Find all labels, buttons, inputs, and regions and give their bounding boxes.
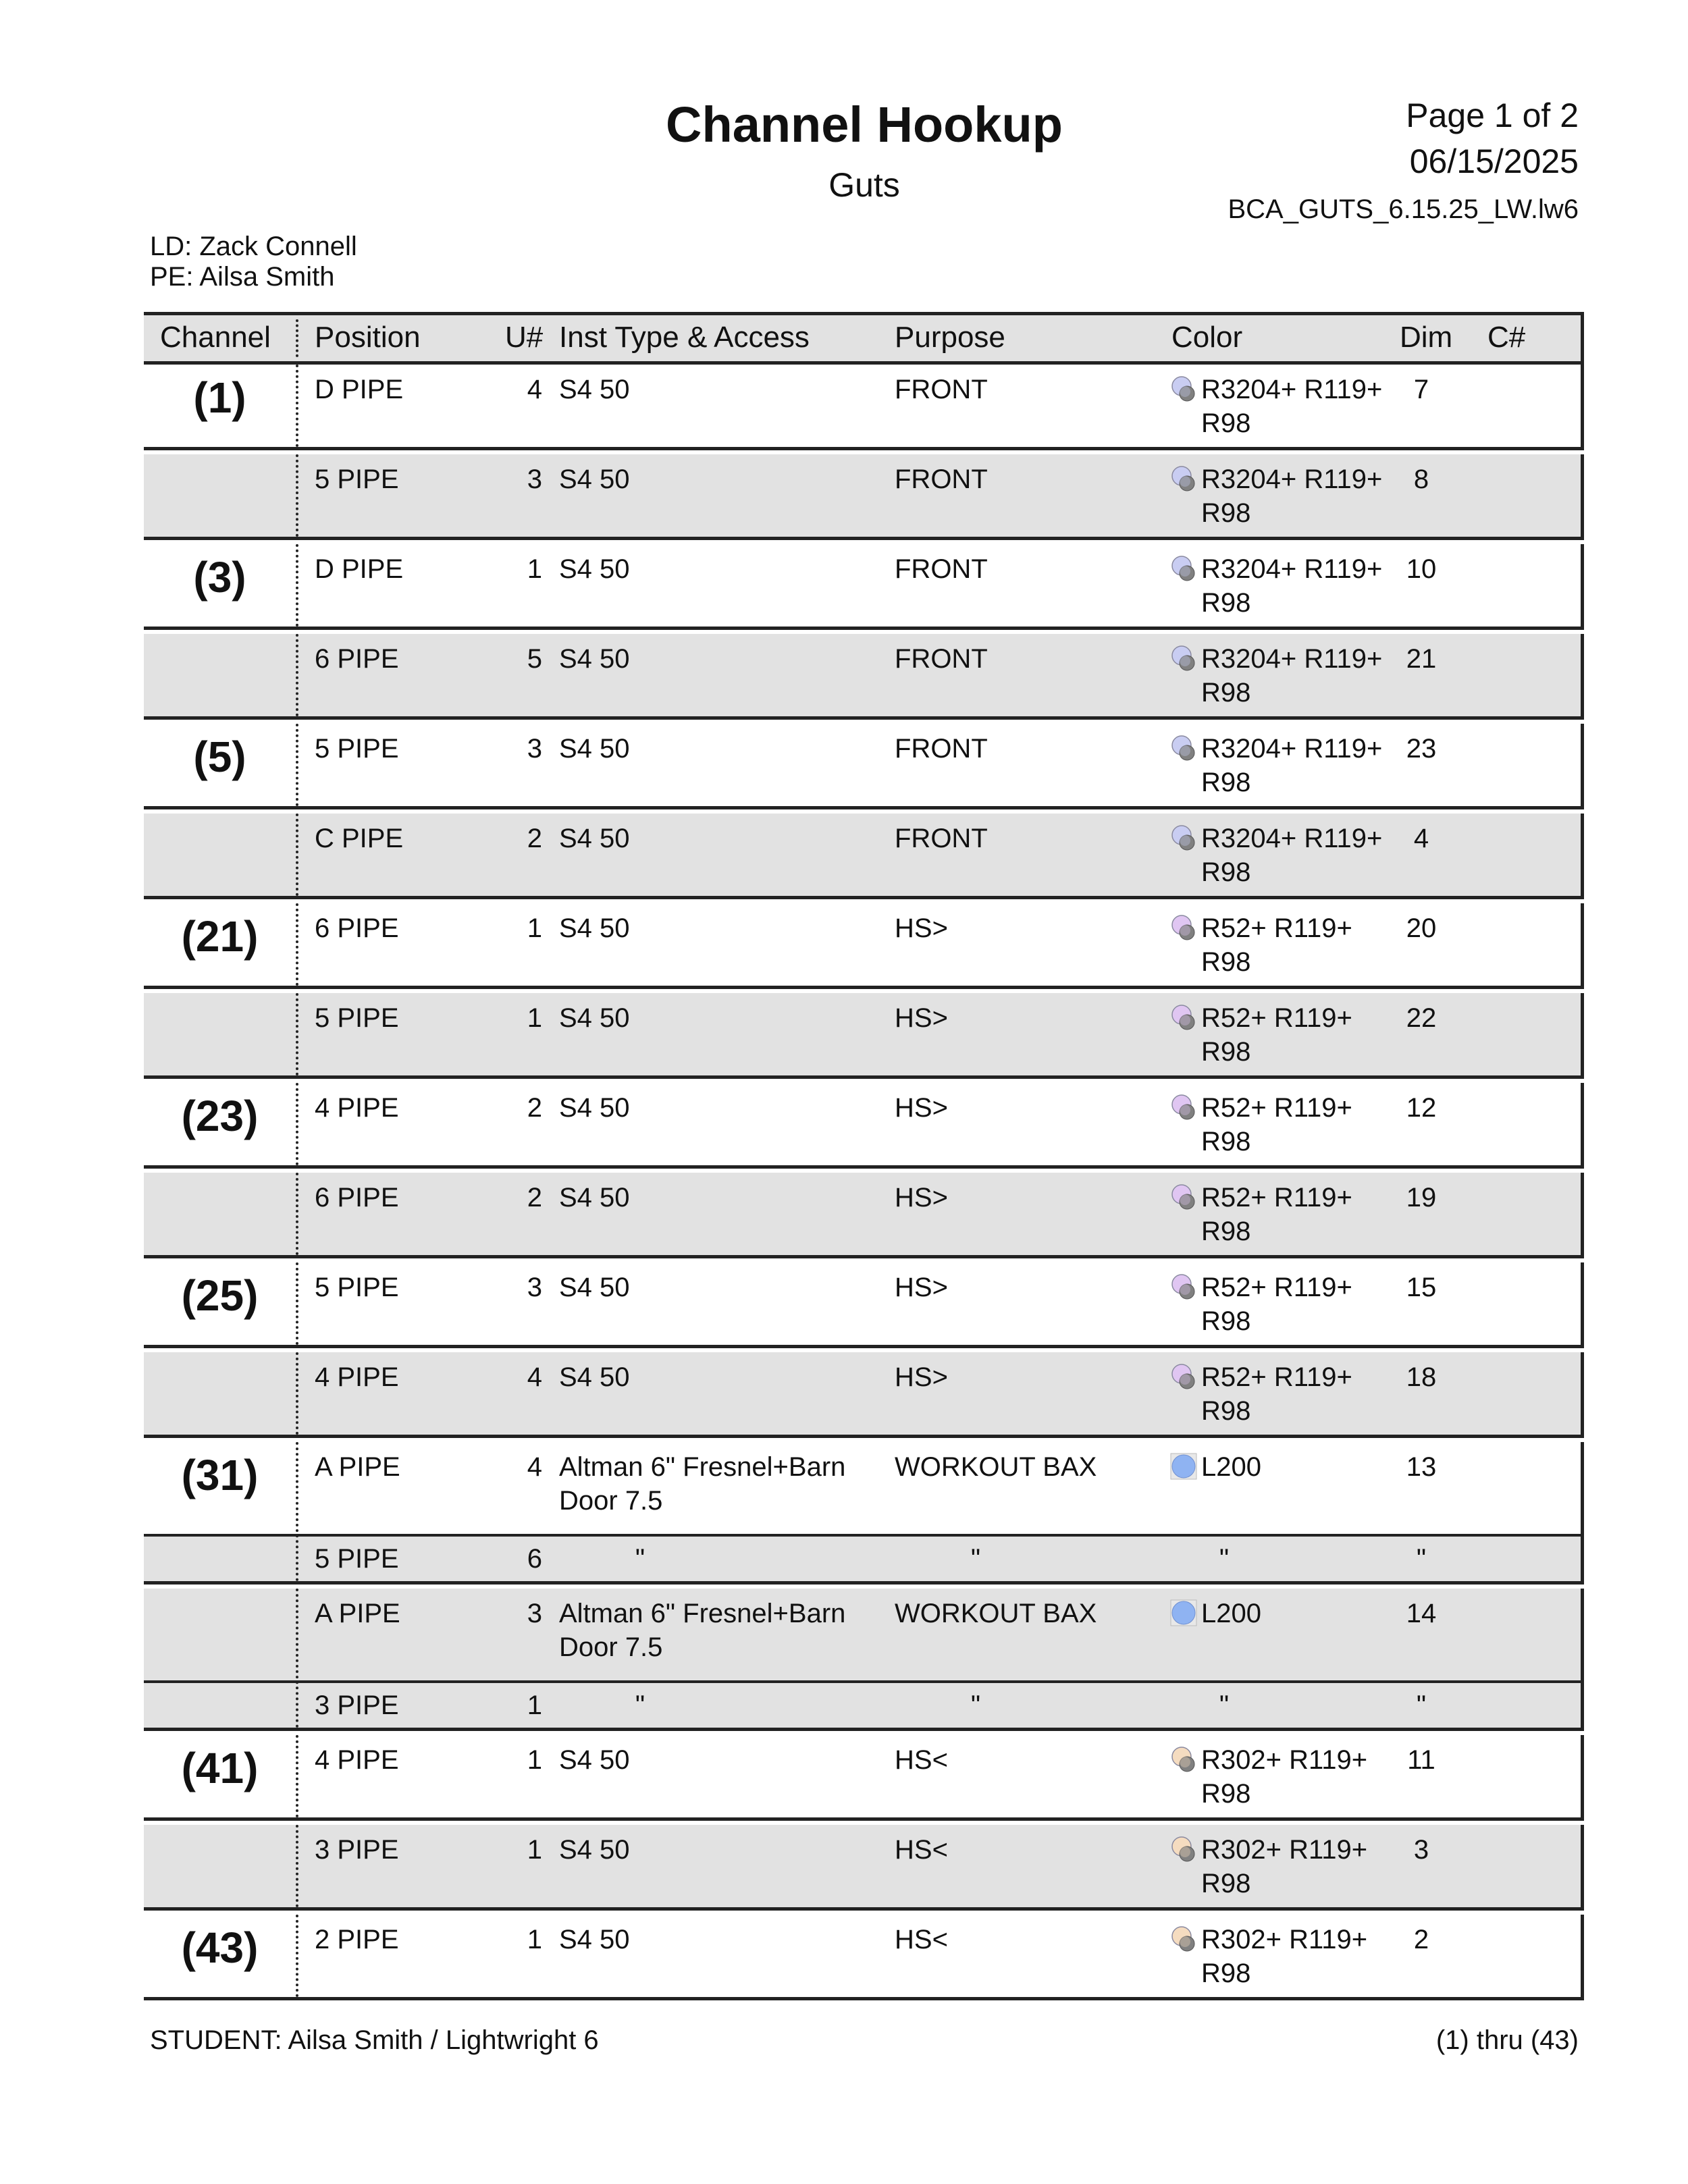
inst-type-cell: S4 50 [559,1273,630,1302]
color-text: R3204+ R119+ R98 [1201,375,1383,438]
channel-group [144,1173,1584,1258]
channel-number: (23) [181,1092,259,1140]
production-electrician: PE: Ailsa Smith [150,262,335,292]
position-cell: 4 PIPE [315,1362,399,1392]
position-cell: 5 PIPE [315,1544,399,1574]
dimmer-cell: 15 [1406,1273,1437,1302]
dimmer-cell: 4 [1413,824,1429,853]
color-text: R52+ R119+ R98 [1201,1183,1352,1246]
position-cell: 4 PIPE [315,1745,399,1775]
color-cell [1170,1091,1404,1158]
color-swatch-icon [1170,914,1197,941]
inst-type-cell: S4 50 [559,375,630,404]
color-cell [1170,1743,1404,1811]
table-row [144,544,1584,627]
table-row [144,903,1584,986]
table-row [144,1173,1584,1255]
col-dim: Dim [1400,321,1453,354]
color-swatch-icon [1170,1925,1197,1952]
color-text: " [1219,1544,1230,1574]
channel-group [144,1735,1584,1821]
unit-cell: 1 [527,1690,542,1720]
color-text: R3204+ R119+ R98 [1201,734,1383,797]
color-text: R3204+ R119+ R98 [1201,554,1383,618]
color-cell [1170,642,1404,710]
color-swatch-icon [1170,645,1197,672]
color-swatch-icon [1170,1453,1197,1480]
table-row [144,1680,1584,1728]
color-swatch-icon [1170,375,1197,402]
purpose-cell: HS< [895,1835,948,1865]
inst-type-cell: S4 50 [559,824,630,853]
dimmer-cell: 23 [1406,734,1437,764]
table-header [144,312,1584,365]
col-circuit: C# [1487,321,1526,354]
purpose-cell: HS> [895,1183,948,1213]
color-cell [1170,1923,1404,1990]
unit-cell: 3 [527,464,542,494]
channel-number: (25) [181,1271,259,1320]
color-cell [1170,822,1404,889]
unit-cell: 6 [527,1544,542,1574]
channel-number: (5) [193,733,246,781]
unit-cell: 3 [527,734,542,764]
inst-type-cell: " [635,1544,645,1574]
color-swatch-icon [1170,1746,1197,1773]
purpose-cell: HS< [895,1925,948,1954]
col-channel: Channel [160,321,271,354]
table-row [144,1262,1584,1345]
color-cell [1170,911,1404,979]
color-cell [1170,1688,1278,1722]
unit-cell: 4 [527,1452,542,1482]
color-swatch-icon [1170,1363,1197,1390]
col-unit: U# [505,321,544,354]
table-row [144,814,1584,896]
position-cell: D PIPE [315,554,404,584]
inst-type-cell: Altman 6" Fresnel+Barn Door 7.5 [559,1452,846,1516]
unit-cell: 2 [527,824,542,853]
table-row [144,1915,1584,1997]
position-cell: 6 PIPE [315,644,399,674]
position-cell: 5 PIPE [315,1003,399,1033]
position-cell: 6 PIPE [315,1183,399,1213]
unit-cell: 4 [527,375,542,404]
unit-cell: 1 [527,1745,542,1775]
purpose-cell: HS> [895,1093,948,1123]
position-cell: 5 PIPE [315,734,399,764]
channel-number: (1) [193,373,246,422]
col-color: Color [1171,321,1243,354]
dimmer-cell: " [1416,1690,1427,1720]
dimmer-cell: 18 [1406,1362,1437,1392]
dimmer-cell: 7 [1413,375,1429,404]
table-row [144,1442,1584,1534]
position-cell: D PIPE [315,375,404,404]
position-cell: 2 PIPE [315,1925,399,1954]
channel-group [144,724,1584,809]
color-cell [1170,552,1404,620]
unit-cell: 1 [527,913,542,943]
color-cell [1170,1360,1404,1428]
color-swatch-icon [1170,824,1197,851]
inst-type-cell: S4 50 [559,913,630,943]
inst-type-cell: " [635,1690,645,1720]
color-swatch-icon [1170,735,1197,762]
dimmer-cell: 10 [1406,554,1437,584]
channel-group [144,814,1584,899]
channel-group [144,1442,1584,1584]
channel-group [144,1262,1584,1348]
inst-type-cell: S4 50 [559,464,630,494]
inst-type-cell: S4 50 [559,1093,630,1123]
table-body [144,365,1584,2000]
inst-type-cell: S4 50 [559,1003,630,1033]
color-text: R52+ R119+ R98 [1201,1093,1352,1156]
inst-type-cell: S4 50 [559,1835,630,1865]
color-cell [1170,1597,1404,1630]
purpose-cell: HS> [895,1362,948,1392]
unit-cell: 1 [527,554,542,584]
report-date: 06/15/2025 [1409,142,1579,180]
color-swatch-icon [1170,465,1197,492]
table-row [144,634,1584,716]
color-swatch-icon [1170,1836,1197,1863]
color-text: L200 [1201,1452,1261,1482]
color-text: R52+ R119+ R98 [1201,1362,1352,1426]
unit-cell: 2 [527,1093,542,1123]
purpose-cell: FRONT [895,554,988,584]
table-row [144,1735,1584,1817]
color-swatch-icon [1170,1004,1197,1031]
channel-number: (3) [193,553,246,602]
position-cell: 6 PIPE [315,913,399,943]
color-text: R302+ R119+ R98 [1201,1745,1368,1809]
unit-cell: 4 [527,1362,542,1392]
color-text: R3204+ R119+ R98 [1201,464,1383,528]
unit-cell: 3 [527,1599,542,1628]
color-cell [1170,1001,1404,1069]
position-cell: 5 PIPE [315,464,399,494]
dimmer-cell: 12 [1406,1093,1437,1123]
inst-type-cell: S4 50 [559,1745,630,1775]
inst-type-cell: Altman 6" Fresnel+Barn Door 7.5 [559,1599,846,1662]
dimmer-cell: 22 [1406,1003,1437,1033]
table-row [144,365,1584,447]
table-row [144,993,1584,1075]
purpose-cell: FRONT [895,375,988,404]
color-swatch-icon [1170,1183,1197,1210]
dimmer-cell: 19 [1406,1183,1437,1213]
hookup-table [144,312,1584,2000]
unit-cell: 1 [527,1003,542,1033]
table-row [144,1589,1584,1680]
position-cell: 3 PIPE [315,1690,399,1720]
color-text: L200 [1201,1599,1261,1628]
col-inst: Inst Type & Access [559,321,810,354]
purpose-cell: HS> [895,1003,948,1033]
position-cell: 3 PIPE [315,1835,399,1865]
channel-number: (31) [181,1451,259,1499]
purpose-cell: HS< [895,1745,948,1775]
unit-cell: 1 [527,1835,542,1865]
position-cell: A PIPE [315,1599,400,1628]
channel-group [144,1589,1584,1731]
dimmer-cell: 13 [1406,1452,1437,1482]
channel-group [144,1083,1584,1169]
channel-group [144,903,1584,989]
inst-type-cell: S4 50 [559,734,630,764]
purpose-cell: FRONT [895,824,988,853]
purpose-cell: FRONT [895,644,988,674]
channel-number: (41) [181,1744,259,1792]
channel-group [144,1915,1584,2000]
color-swatch-icon [1170,1273,1197,1300]
channel-group [144,544,1584,630]
color-cell [1170,1450,1404,1484]
unit-cell: 5 [527,644,542,674]
purpose-cell: WORKOUT BAX [895,1452,1097,1482]
unit-cell: 1 [527,1925,542,1954]
color-text: R52+ R119+ R98 [1201,1273,1352,1336]
position-cell: A PIPE [315,1452,400,1482]
dimmer-cell: 14 [1406,1599,1437,1628]
channel-group [144,365,1584,450]
dimmer-cell: 2 [1413,1925,1429,1954]
color-swatch-icon [1170,1599,1197,1626]
channel-number: (43) [181,1923,259,1972]
color-text: R3204+ R119+ R98 [1201,824,1383,887]
dimmer-cell: 21 [1406,644,1437,674]
channel-group [144,1352,1584,1438]
report-subtitle: Guts [828,166,900,204]
unit-cell: 3 [527,1273,542,1302]
dimmer-cell: " [1416,1544,1427,1574]
channel-group [144,1825,1584,1911]
report-title: Channel Hookup [666,97,1063,153]
inst-type-cell: S4 50 [559,1925,630,1954]
inst-type-cell: S4 50 [559,1183,630,1213]
color-cell [1170,1271,1404,1338]
col-position: Position [315,321,421,354]
color-text: R302+ R119+ R98 [1201,1925,1368,1988]
page-number: Page 1 of 2 [1406,97,1579,134]
purpose-cell: WORKOUT BAX [895,1599,1097,1628]
dimmer-cell: 8 [1413,464,1429,494]
position-cell: 4 PIPE [315,1093,399,1123]
color-cell [1170,1181,1404,1248]
purpose-cell: HS> [895,1273,948,1302]
channel-group [144,454,1584,540]
table-row [144,724,1584,806]
table-row [144,454,1584,537]
file-name: BCA_GUTS_6.15.25_LW.lw6 [1228,194,1579,224]
dimmer-cell: 3 [1413,1835,1429,1865]
table-row [144,1825,1584,1907]
purpose-cell: " [970,1690,981,1720]
lighting-designer: LD: Zack Connell [150,232,357,261]
inst-type-cell: S4 50 [559,644,630,674]
color-cell [1170,462,1404,530]
unit-cell: 2 [527,1183,542,1213]
purpose-cell: FRONT [895,464,988,494]
table-row [144,1083,1584,1165]
purpose-cell: " [970,1544,981,1574]
color-text: R52+ R119+ R98 [1201,913,1352,977]
table-row [144,1352,1584,1435]
color-cell [1170,1833,1404,1900]
position-cell: C PIPE [315,824,404,853]
dimmer-cell: 11 [1407,1745,1435,1775]
dimmer-cell: 20 [1406,913,1437,943]
table-row [144,1534,1584,1581]
position-cell: 5 PIPE [315,1273,399,1302]
color-text: R52+ R119+ R98 [1201,1003,1352,1067]
color-cell [1170,732,1404,799]
color-text: R3204+ R119+ R98 [1201,644,1383,708]
purpose-cell: FRONT [895,734,988,764]
col-purpose: Purpose [895,321,1005,354]
channel-group [144,634,1584,720]
color-text: R302+ R119+ R98 [1201,1835,1368,1898]
inst-type-cell: S4 50 [559,1362,630,1392]
inst-type-cell: S4 50 [559,554,630,584]
color-text: " [1219,1690,1230,1720]
color-cell [1170,1542,1278,1576]
color-cell [1170,373,1404,440]
channel-number: (21) [181,912,259,961]
color-swatch-icon [1170,1094,1197,1121]
purpose-cell: HS> [895,913,948,943]
footer-range: (1) thru (43) [1435,2025,1579,2055]
color-swatch-icon [1170,555,1197,582]
channel-group [144,993,1584,1079]
footer-student: STUDENT: Ailsa Smith / Lightwright 6 [150,2025,599,2055]
